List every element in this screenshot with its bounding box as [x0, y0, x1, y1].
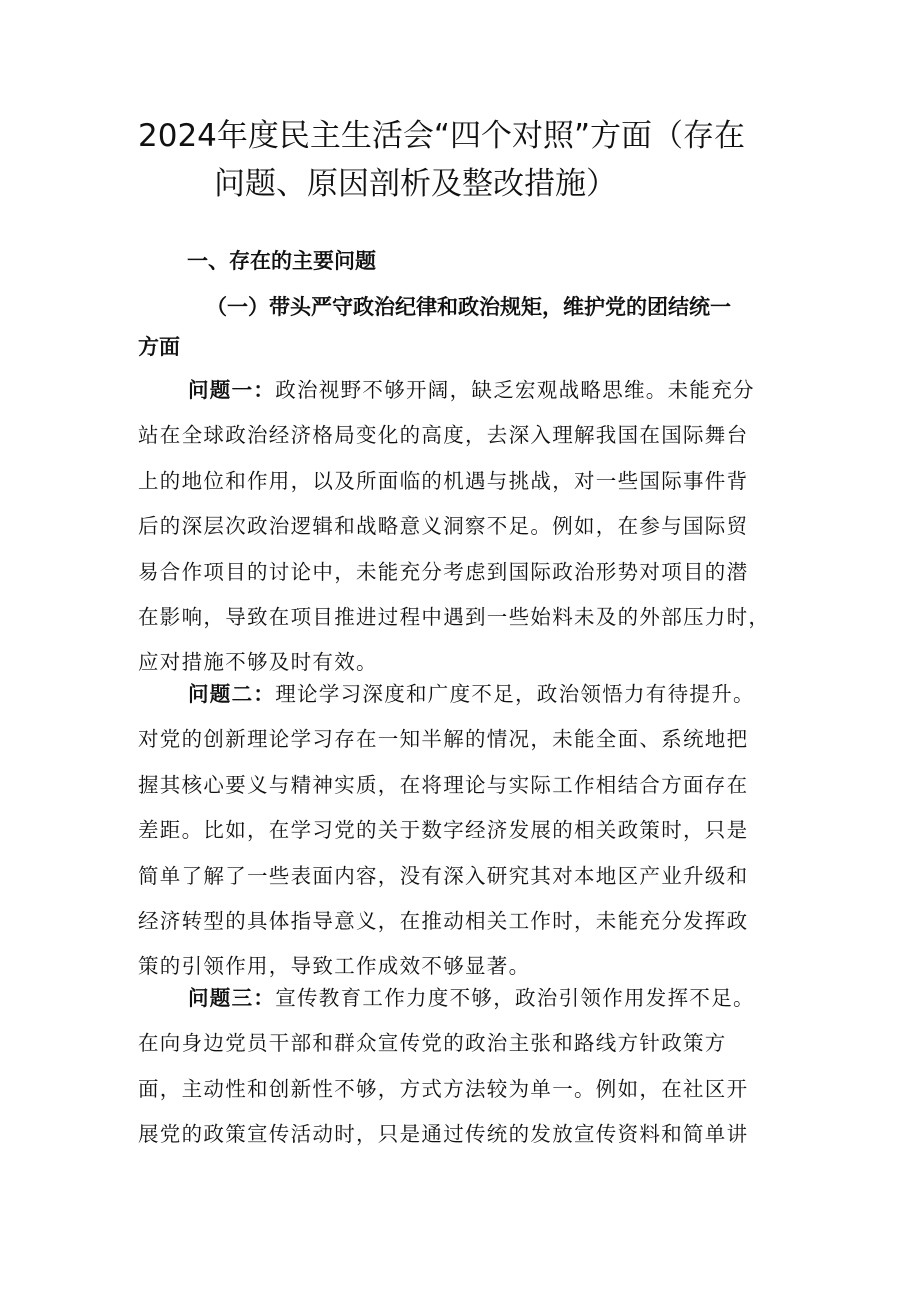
paragraph-line: 简单了解了一些表面内容，没有深入研究其对本地区产业升级和	[138, 863, 749, 888]
section-heading: 一、存在的主要问题	[187, 248, 376, 273]
paragraph-line	[138, 976, 788, 1021]
problem-label: 问题三：	[188, 986, 276, 1010]
paragraph-line: 在向身边党员干部和群众宣传党的政治主张和路线方针政策方	[138, 1031, 727, 1056]
subsection-heading-line-2: 方面	[138, 334, 180, 359]
document-title	[138, 112, 798, 208]
subsection-heading	[138, 287, 788, 367]
paragraph-line: 面，主动性和创新性不够，方式方法较为单一。例如，在社区开	[138, 1076, 749, 1101]
problem-label: 问题二：	[188, 682, 276, 706]
paragraph-line: 对党的创新理论学习存在一知半解的情况，未能全面、系统地把	[138, 727, 749, 752]
paragraph-problem-2	[138, 672, 788, 990]
paragraph-line: 后的深层次政治逻辑和战略意义洞察不足。例如，在参与国际贸	[138, 514, 749, 539]
paragraph-text: 政治视野不够开阔，缺乏宏观战略思维。未能充分	[275, 378, 755, 402]
paragraph-line: 握其核心要义与精神实质，在将理论与实际工作相结合方面存在	[138, 772, 749, 797]
paragraph-line: 在影响，导致在项目推进过程中遇到一些始料未及的外部压力时，	[138, 605, 771, 630]
paragraph-line: 差距。比如，在学习党的关于数字经济发展的相关政策时，只是	[138, 818, 749, 843]
paragraph-line: 策的引领作用，导致工作成效不够显著。	[138, 954, 531, 979]
paragraph-problem-1	[138, 368, 788, 686]
paragraph-text: 宣传教育工作力度不够，政治引领作用发挥不足。	[275, 986, 755, 1010]
document-title-line-1: 2024年度民主生活会“四个对照”方面（存在	[138, 118, 746, 154]
paragraph-line	[138, 672, 788, 717]
subsection-heading-line-1: （一）带头严守政治纪律和政治规矩，维护党的团结统一	[206, 294, 731, 319]
paragraph-line: 经济转型的具体指导意义，在推动相关工作时，未能充分发挥政	[138, 909, 749, 934]
paragraph-line: 应对措施不够及时有效。	[138, 650, 378, 675]
paragraph-problem-3	[138, 976, 788, 1158]
document-title-line-2: 问题、原因剖析及整改措施）	[214, 166, 617, 202]
paragraph-line: 展党的政策宣传活动时，只是通过传统的发放宣传资料和简单讲	[138, 1122, 749, 1147]
paragraph-line: 易合作项目的讨论中，未能充分考虑到国际政治形势对项目的潜	[138, 559, 749, 584]
paragraph-line	[138, 368, 788, 413]
paragraph-text: 理论学习深度和广度不足，政治领悟力有待提升。	[275, 682, 755, 706]
paragraph-line: 上的地位和作用，以及所面临的机遇与挑战，对一些国际事件背	[138, 468, 749, 493]
paragraph-line: 站在全球政治经济格局变化的高度，去深入理解我国在国际舞台	[138, 423, 749, 448]
problem-label: 问题一：	[188, 378, 276, 402]
